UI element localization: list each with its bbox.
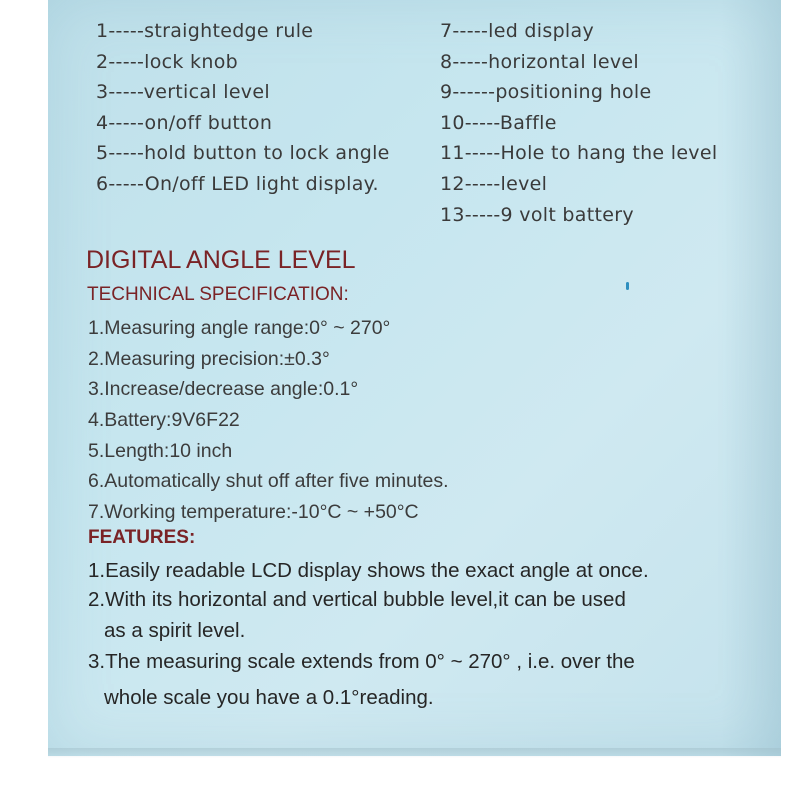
part-item: 12-----level	[440, 172, 548, 195]
spec-item: 2.Measuring precision:±0.3°	[88, 347, 330, 370]
spec-item: 6.Automatically shut off after five minutes.	[88, 470, 449, 493]
part-item: 8-----horizontal level	[440, 50, 639, 73]
blue-speck	[626, 282, 629, 290]
spec-heading: TECHNICAL SPECIFICATION:	[87, 284, 349, 305]
feature-item: 2.With its horizontal and vertical bubble level,it can be used	[88, 588, 626, 611]
spec-item: 4.Battery:9V6F22	[88, 409, 240, 432]
feature-item-continuation: as a spirit level.	[104, 619, 246, 642]
part-item: 13-----9 volt battery	[440, 203, 634, 226]
part-item: 10-----Baffle	[440, 111, 557, 134]
part-item: 5-----hold button to lock angle	[96, 142, 390, 165]
parts-list-left	[96, 16, 390, 200]
feature-item: 3.The measuring scale extends from 0° ~ 270° , i.e. over the	[88, 650, 635, 673]
part-item: 4-----on/off button	[96, 111, 273, 134]
part-item: 3-----vertical level	[96, 81, 270, 104]
features-heading: FEATURES:	[88, 527, 196, 548]
card-shadow	[721, 0, 781, 756]
part-item: 1-----straightedge rule	[96, 20, 314, 42]
spec-item: 3.Increase/decrease angle:0.1°	[88, 378, 359, 401]
feature-item: 1.Easily readable LCD display shows the exact angle at once.	[88, 559, 649, 582]
card-bottom-edge	[48, 748, 781, 758]
part-item: 2-----lock knob	[96, 50, 238, 73]
spec-list	[88, 313, 449, 528]
parts-list-right	[440, 16, 717, 230]
spec-item: 7.Working temperature:-10°C ~ +50°C	[88, 501, 419, 524]
part-item: 6-----On/off LED light display.	[96, 172, 379, 195]
spec-item: 5.Length:10 inch	[88, 439, 233, 462]
feature-item-continuation: whole scale you have a 0.1°reading.	[104, 686, 434, 709]
part-item: 11-----Hole to hang the level	[440, 142, 718, 165]
spec-item: 1.Measuring angle range:0° ~ 270°	[88, 317, 391, 339]
part-item: 7-----led display	[440, 20, 595, 42]
part-item: 9------positioning hole	[440, 81, 652, 104]
product-title: DIGITAL ANGLE LEVEL	[86, 246, 356, 274]
